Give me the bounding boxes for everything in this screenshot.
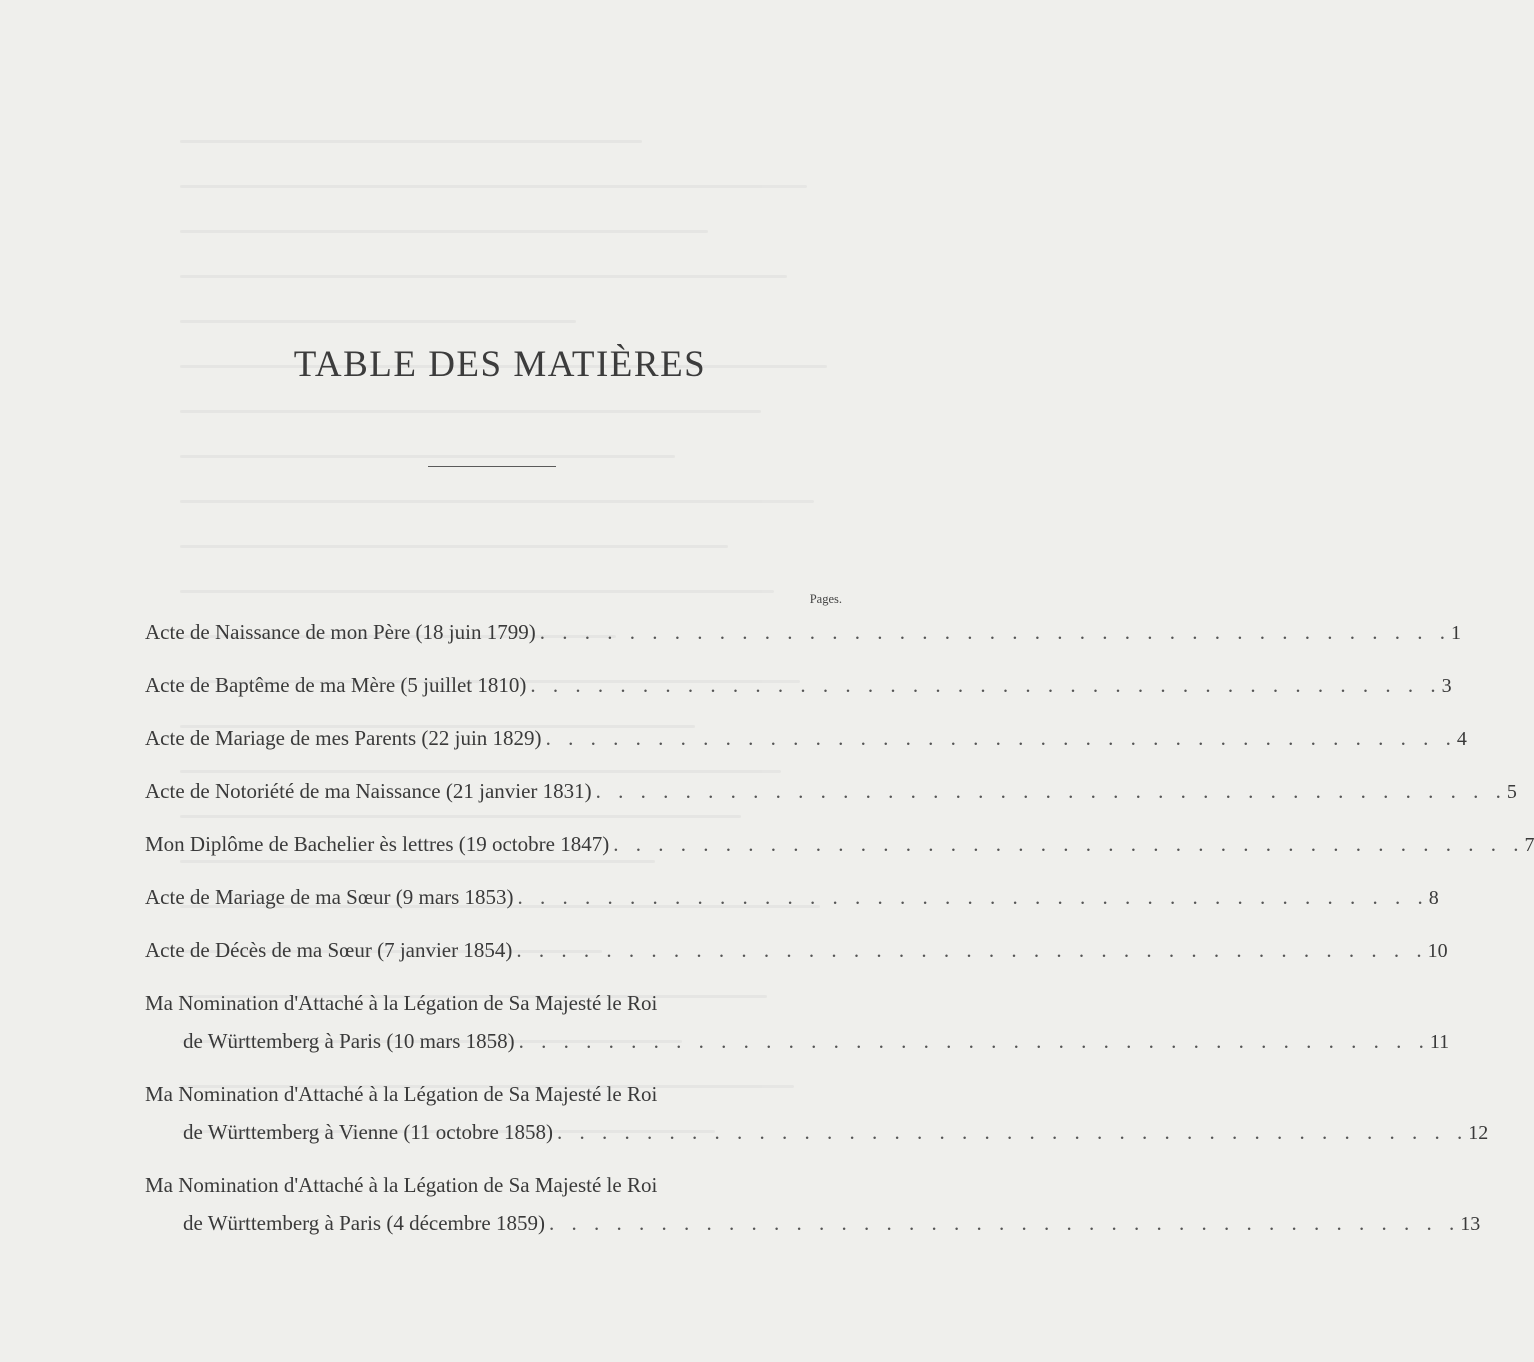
dot-leader: . . . . . . . . . . . . . . . . . . . . . . . . . . . . . . . . . . . . . . . . . <box>518 1029 1430 1053</box>
toc-entry-title: Ma Nomination d'Attaché à la Légation de Sa Majesté le Roi <box>145 1173 658 1197</box>
dot-leader: . . . . . . . . . . . . . . . . . . . . . . . . . . . . . . . . . . . . . . . . . <box>595 779 1507 803</box>
toc-entry-title: Acte de Naissance de mon Père (18 juin 1799) <box>145 620 536 644</box>
toc-line <box>145 924 1448 977</box>
toc-entry-title: Acte de Notoriété de ma Naissance (21 janvier 1831) <box>145 779 592 803</box>
dot-leader: . . . . . . . . . . . . . . . . . . . . . . . . . . . . . . . . . . . . . . . . . <box>516 938 1428 962</box>
toc-page-number: 4 <box>1456 728 1467 750</box>
title-divider <box>428 466 556 467</box>
toc-entry <box>145 659 1452 712</box>
toc-entry-title: de Württemberg à Paris (10 mars 1858) <box>183 1029 515 1053</box>
toc-line <box>145 818 1534 871</box>
toc-page-number: 13 <box>1460 1213 1481 1235</box>
toc-page-number: 1 <box>1450 622 1461 644</box>
toc-line <box>145 1075 845 1113</box>
toc-page-number: 12 <box>1468 1122 1489 1144</box>
toc-line <box>145 712 1467 765</box>
toc-entry-title: Acte de Mariage de ma Sœur (9 mars 1853) <box>145 885 514 909</box>
toc-entry <box>145 924 1448 977</box>
toc-entry <box>145 1068 1489 1159</box>
toc-entry-title: Acte de Mariage de mes Parents (22 juin 1829) <box>145 726 542 750</box>
toc-page-number: 7 <box>1524 834 1534 856</box>
toc-page-number: 3 <box>1441 675 1452 697</box>
dot-leader: . . . . . . . . . . . . . . . . . . . . . . . . . . . . . . . . . . . . . . . . . <box>517 885 1429 909</box>
dot-leader: . . . . . . . . . . . . . . . . . . . . . . . . . . . . . . . . . . . . . . . . . <box>557 1120 1469 1144</box>
toc-entry-title: Acte de Décès de ma Sœur (7 janvier 1854) <box>145 938 513 962</box>
toc-entry-title: de Württemberg à Paris (4 décembre 1859) <box>183 1211 545 1235</box>
dot-leader: . . . . . . . . . . . . . . . . . . . . . . . . . . . . . . . . . . . . . . . . . <box>545 726 1457 750</box>
toc-entry <box>145 818 1534 871</box>
toc-entry <box>145 871 1439 924</box>
toc-line <box>145 659 1452 712</box>
toc-line <box>145 606 1461 659</box>
toc-entry-title: Ma Nomination d'Attaché à la Légation de Sa Majesté le Roi <box>145 991 658 1015</box>
dot-leader: . . . . . . . . . . . . . . . . . . . . . . . . . . . . . . . . . . . . . . . . . <box>548 1211 1461 1235</box>
toc-entry <box>145 765 1517 818</box>
toc-entry-title: Mon Diplôme de Bachelier ès lettres (19 octobre 1847) <box>145 832 610 856</box>
pages-column-label: Pages. <box>809 592 842 606</box>
toc-entry <box>145 977 1450 1068</box>
toc-entry <box>145 712 1467 765</box>
dot-leader: . . . . . . . . . . . . . . . . . . . . . . . . . . . . . . . . . . . . . . . . . <box>539 620 1451 644</box>
dot-leader: . . . . . . . . . . . . . . . . . . . . . . . . . . . . . . . . . . . . . . . . . <box>613 832 1525 856</box>
toc-entry <box>145 606 1461 659</box>
toc-entry-title: Acte de Baptême de ma Mère (5 juillet 1810) <box>145 673 527 697</box>
toc-page-number: 11 <box>1429 1031 1450 1053</box>
toc-line <box>145 765 1517 818</box>
toc-line <box>145 871 1439 924</box>
toc-entry-title: de Württemberg à Vienne (11 octobre 1858) <box>183 1120 554 1144</box>
dot-leader: . . . . . . . . . . . . . . . . . . . . . . . . . . . . . . . . . . . . . . . . . <box>530 673 1442 697</box>
toc-page-number: 5 <box>1506 781 1517 803</box>
toc-line <box>145 984 845 1022</box>
page-title: TABLE DES MATIÈRES <box>293 344 707 385</box>
toc-entry <box>145 1159 1481 1250</box>
toc-entry-title: Ma Nomination d'Attaché à la Légation de Sa Majesté le Roi <box>145 1082 658 1106</box>
table-of-contents <box>145 606 1534 1250</box>
toc-line <box>145 1166 845 1204</box>
toc-line <box>145 1022 1450 1060</box>
toc-page-number: 10 <box>1427 940 1448 962</box>
toc-page-number: 8 <box>1428 887 1439 909</box>
toc-line <box>145 1204 1481 1242</box>
toc-line <box>145 1113 1489 1151</box>
